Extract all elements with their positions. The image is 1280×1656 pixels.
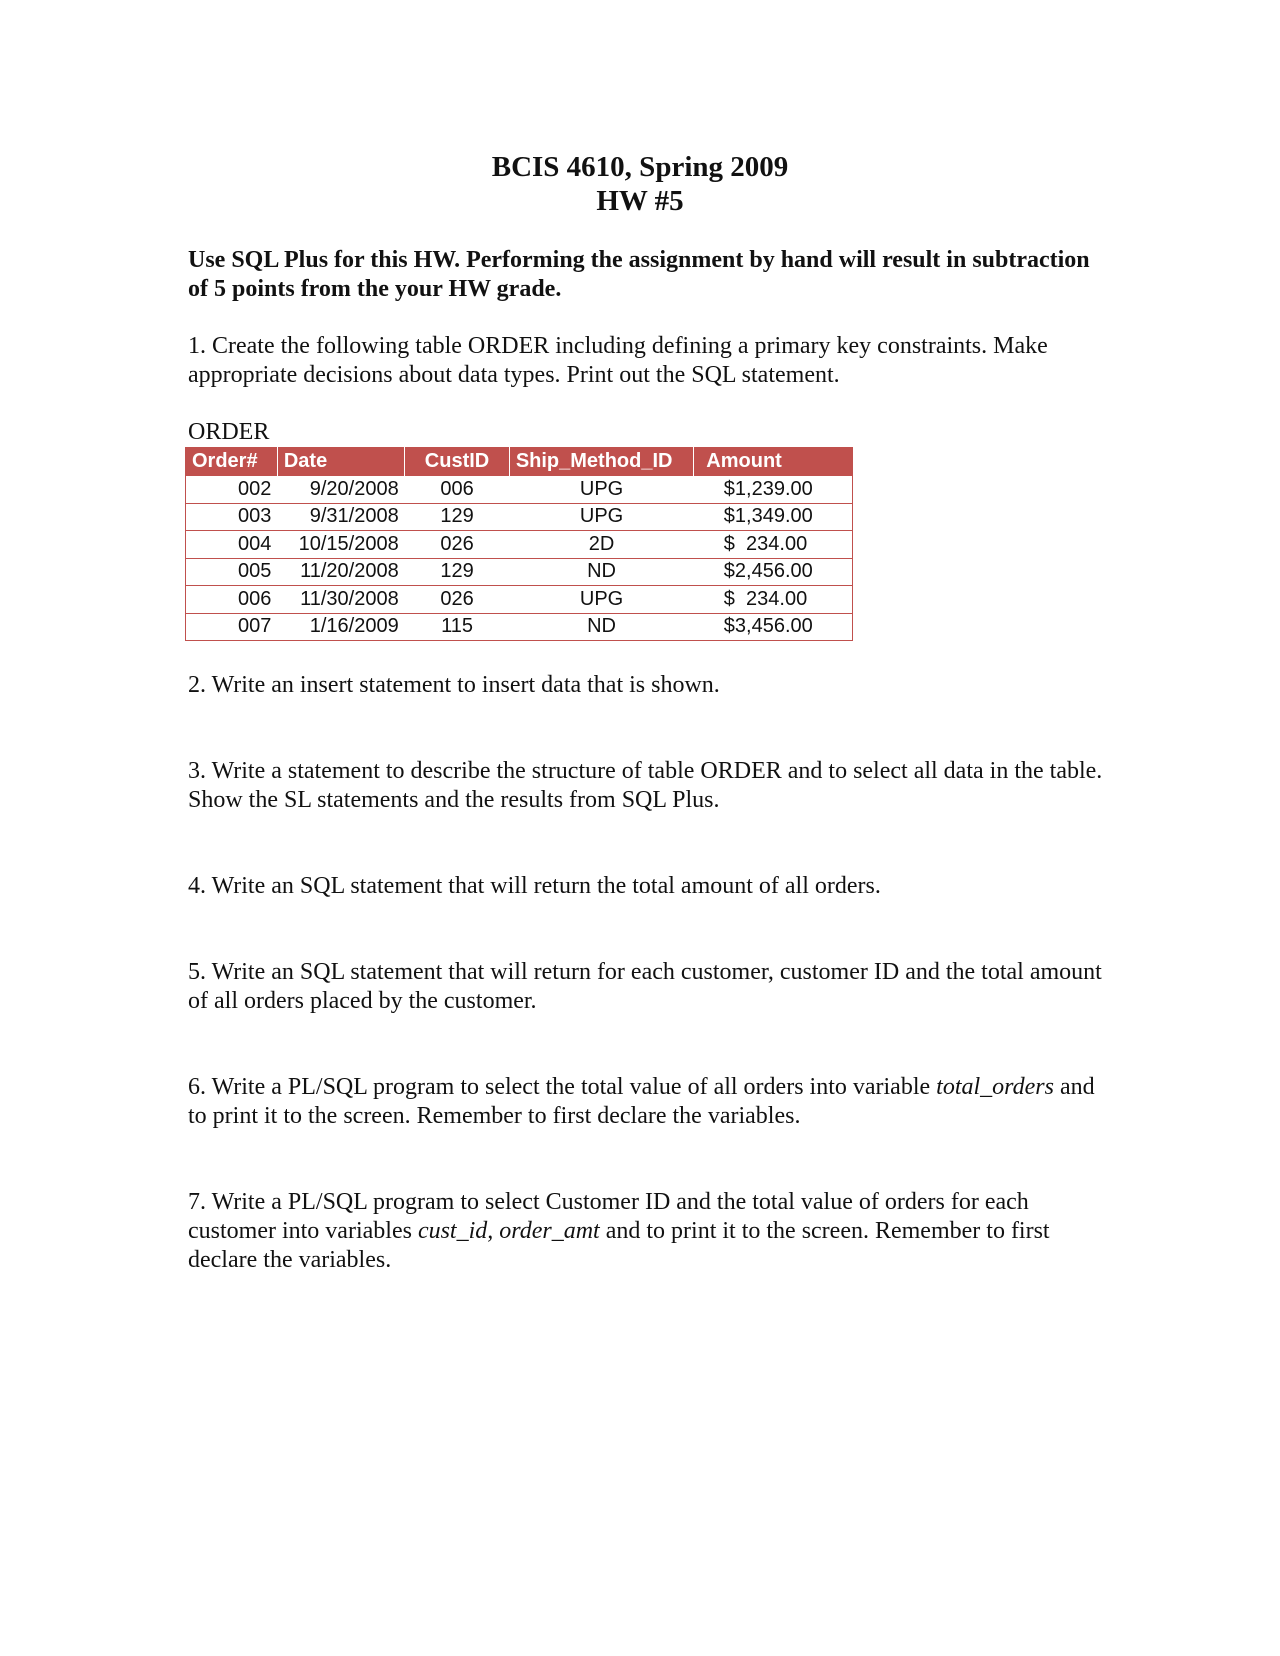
cell-ship-method: ND <box>509 613 693 641</box>
cell-ship-method: UPG <box>509 503 693 531</box>
table-row <box>186 531 853 559</box>
question-5-text: 5. Write an SQL statement that will return for each customer, customer ID and the total amount of all orders placed by the customer. <box>188 959 1102 1014</box>
table-row <box>186 476 853 504</box>
question-1 <box>188 332 1108 390</box>
table-caption <box>188 418 1108 447</box>
cell-date: 1/16/2009 <box>277 613 404 641</box>
question-2 <box>188 671 1108 700</box>
column-header-amount: Amount <box>694 448 853 476</box>
cell-custid: 026 <box>405 586 510 614</box>
question-2-text: 2. Write an insert statement to insert data that is shown. <box>188 672 720 698</box>
cell-custid: 006 <box>405 476 510 504</box>
cell-amount: $1,349.00 <box>694 503 853 531</box>
cell-amount: $2,456.00 <box>694 558 853 586</box>
column-header-ship-method: Ship_Method_ID <box>509 448 693 476</box>
cell-order: 007 <box>186 613 278 641</box>
cell-custid: 129 <box>405 503 510 531</box>
column-header-order: Order# <box>186 448 278 476</box>
question-1-text: 1. Create the following table ORDER including defining a primary key constraints. Make appropriate decisions about data types. Print out the SQL statement. <box>188 333 1048 388</box>
cell-amount: $3,456.00 <box>694 613 853 641</box>
cell-order: 006 <box>186 586 278 614</box>
question-6-lead: 6. Write a PL/SQL program to select the total value of all orders into variable <box>188 1074 937 1100</box>
cell-date: 10/15/2008 <box>277 531 404 559</box>
table-header-row <box>186 448 853 476</box>
cell-date: 9/20/2008 <box>277 476 404 504</box>
cell-date: 11/20/2008 <box>277 558 404 586</box>
cell-order: 004 <box>186 531 278 559</box>
variable-name: total_orders <box>936 1074 1054 1100</box>
document-title: BCIS 4610, Spring 2009 <box>491 151 789 183</box>
question-4-text: 4. Write an SQL statement that will return the total amount of all orders. <box>188 873 881 899</box>
instructions <box>188 246 1108 304</box>
question-7-tail: and to print it to the screen. Remember to first declare the variables. <box>188 1218 1050 1273</box>
table-caption-text: ORDER <box>188 419 270 445</box>
question-5 <box>188 958 1108 1016</box>
cell-order: 002 <box>186 476 278 504</box>
question-6 <box>188 1073 1108 1131</box>
cell-custid: 026 <box>405 531 510 559</box>
cell-order: 005 <box>186 558 278 586</box>
cell-ship-method: ND <box>509 558 693 586</box>
cell-custid: 129 <box>405 558 510 586</box>
question-4 <box>188 872 1108 901</box>
table-row <box>186 586 853 614</box>
question-6-tail: and to print it to the screen. Remember to first declare the variables. <box>188 1074 1095 1129</box>
cell-amount: $ 234.00 <box>694 531 853 559</box>
document-subtitle: HW #5 <box>596 185 684 217</box>
cell-custid: 115 <box>405 613 510 641</box>
order-table <box>185 447 853 641</box>
question-7-text <box>188 1188 1108 1275</box>
question-3-text: 3. Write a statement to describe the structure of table ORDER and to select all data in the table. Show the SL statements and the results from SQL Plus. <box>188 758 1103 813</box>
cell-date: 11/30/2008 <box>277 586 404 614</box>
cell-amount: $ 234.00 <box>694 586 853 614</box>
column-header-custid: CustID <box>405 448 510 476</box>
question-7 <box>188 1188 1108 1275</box>
cell-date: 9/31/2008 <box>277 503 404 531</box>
table-row <box>186 503 853 531</box>
cell-amount: $1,239.00 <box>694 476 853 504</box>
cell-ship-method: UPG <box>509 476 693 504</box>
cell-ship-method: 2D <box>509 531 693 559</box>
table-row <box>186 558 853 586</box>
question-7-lead: 7. Write a PL/SQL program to select Customer ID and the total value of orders for each customer into variables <box>188 1189 1029 1244</box>
question-6-text <box>188 1073 1108 1131</box>
cell-ship-method: UPG <box>509 586 693 614</box>
question-3 <box>188 757 1108 815</box>
cell-order: 003 <box>186 503 278 531</box>
table-row <box>186 613 853 641</box>
instructions-text: Use SQL Plus for this HW. Performing the assignment by hand will result in subtraction of 5 points from the your HW grade. <box>188 247 1090 302</box>
column-header-date: Date <box>277 448 404 476</box>
variable-names: cust_id, order_amt <box>417 1218 600 1244</box>
